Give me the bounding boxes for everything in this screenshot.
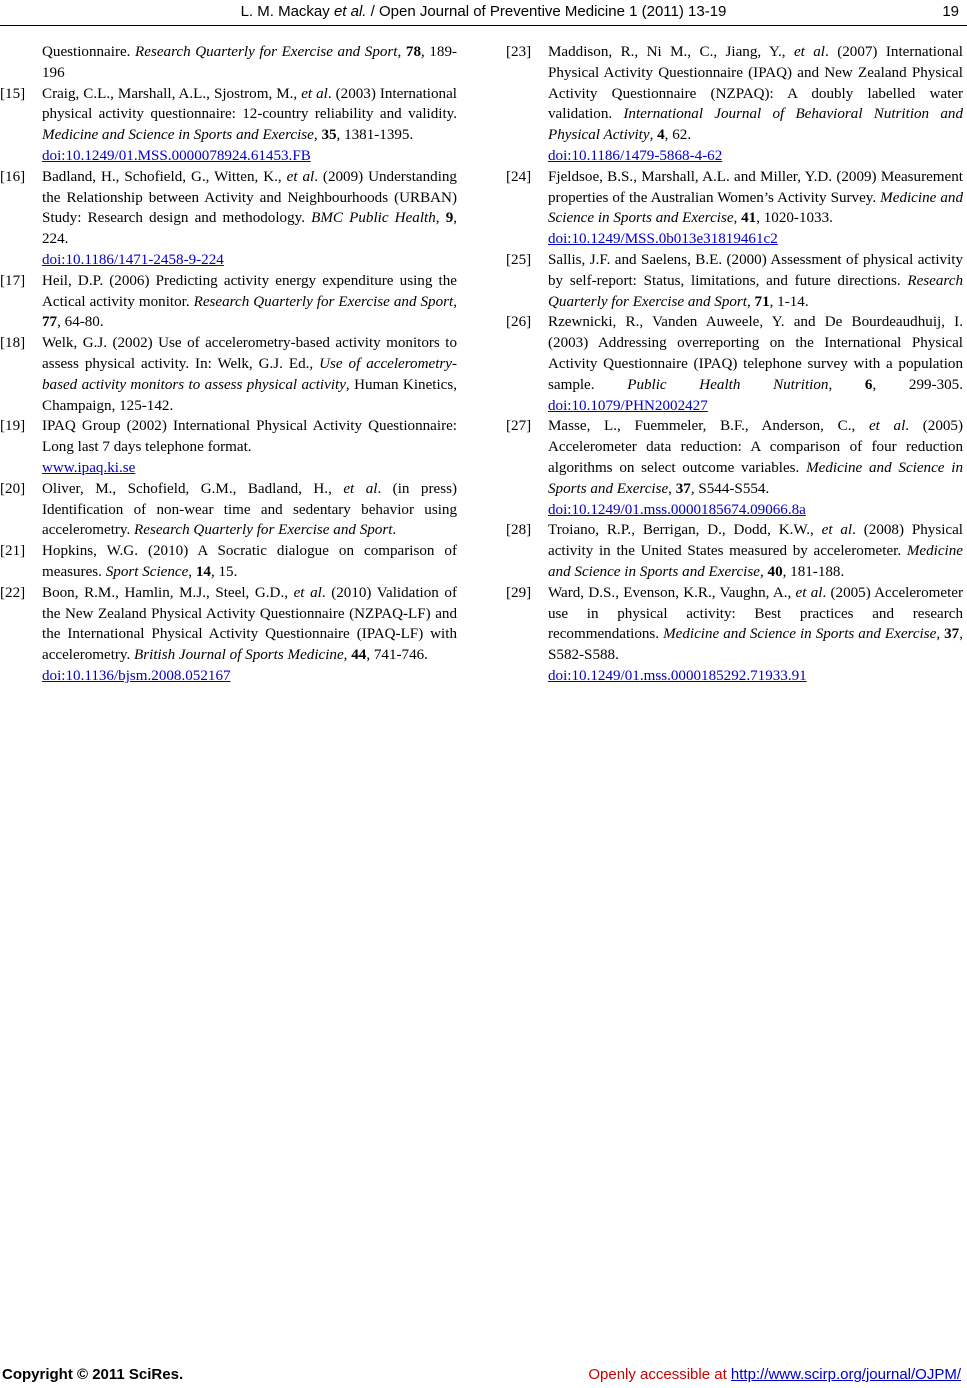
reference-27: [27] Masse, L., Fuemmeler, B.F., Anderson, C., et al. (2005) Accelerometer data reduction: A comparison of four reduction algorithms on select outcome variables. Medicine and Science in Sports and Exercise, 37, S544-S554. doi:10.1249/01.mss.0000185674.09066.8a <box>537 416 963 520</box>
reference-number: [17] <box>0 272 26 289</box>
reference-number: [25] <box>506 251 532 268</box>
web-link[interactable]: www.ipaq.ki.se <box>42 459 136 476</box>
reference-number: [20] <box>0 480 26 497</box>
reference-number: [18] <box>0 335 26 352</box>
reference-number: [21] <box>0 543 26 560</box>
reference-20: [20] Oliver, M., Schofield, G.M., Badland, H., et al. (in press) Identification of non-wear time and sedentary behavior using accelerometry. Research Quarterly for Exercise and Sport. <box>0 480 457 539</box>
running-title: L. M. Mackay et al. / Open Journal of Preventive Medicine 1 (2011) 13-19 <box>240 3 727 20</box>
doi-link[interactable]: doi:10.1249/01.mss.0000185292.71933.91 <box>548 667 807 684</box>
reference-number: [23] <box>506 44 532 60</box>
reference-22: [22] Boon, R.M., Hamlin, M.J., Steel, G.D., et al. (2010) Validation of the New Zealand Physical Activity Questionnaire (NZPAQ-LF) and the International Physical Activity Questionnaire (IPAQ-LF) with accelerometry. British Journal of Sports Medicine, 44, 741-746. doi:10.1136/bjsm.2008.052167 <box>31 583 457 687</box>
reference-21: [21] Hopkins, W.G. (2010) A Socratic dialogue on comparison of measures. Sport Science, 14, 15. <box>0 543 457 580</box>
reference-18: [18] Welk, G.J. (2002) Use of accelerometry-based activity monitors to assess physical activity. In: Welk, G.J. Ed., Use of accelerometry-based activity monitors to assess physical activity, Human Kinetics, Champaign, 125-142. <box>0 335 458 414</box>
reference-number: [27] <box>506 418 532 435</box>
page-footer <box>0 1363 967 1387</box>
doi-link[interactable]: doi:10.1079/PHN2002427 <box>548 397 708 414</box>
right-column <box>506 42 963 687</box>
doi-link[interactable]: doi:10.1186/1479-5868-4-62 <box>548 147 723 164</box>
copyright-notice: Copyright © 2011 SciRes. <box>2 1366 184 1383</box>
reference-23: [23] Maddison, R., Ni M., C., Jiang, Y., et al. (2007) International Physical Activity Questionnaire (IPAQ) and New Zealand Physical Activity Questionnaire (NZPAQ): A doubly labelled water validation. International Journal of Behavioral Nutrition and Physical Activity, 4, 62. doi:10.1186/1479-5868-4-62 <box>537 42 963 167</box>
reference-17: [17] Heil, D.P. (2006) Predicting activity energy expenditure using the Actical activity monitor. Research Quarterly for Exercise and Sport, 77, 64-80. <box>0 272 457 331</box>
doi-link[interactable]: doi:10.1249/01.MSS.0000078924.61453.FB <box>42 147 311 164</box>
reference-28: [28] Troiano, R.P., Berrigan, D., Dodd, K.W., et al. (2008) Physical activity in the United States measured by accelerometer. Medicine and Science in Sports and Exercise, 40, 181-188. <box>506 522 963 580</box>
reference-number: [16] <box>0 168 26 185</box>
reference-number: [26] <box>506 314 532 331</box>
header-rule <box>0 25 967 26</box>
doi-link[interactable]: doi:10.1136/bjsm.2008.052167 <box>42 667 231 684</box>
doi-link[interactable]: doi:10.1249/01.mss.0000185674.09066.8a <box>548 501 806 518</box>
doi-link[interactable]: doi:10.1249/MSS.0b013e31819461c2 <box>548 231 778 248</box>
reference-number: [15] <box>0 85 26 102</box>
reference-26: [26] Rzewnicki, R., Vanden Auweele, Y. and De Bourdeaudhuij, I. (2003) Addressing overreporting on the International Physical Activity Questionnaire (IPAQ) telephone survey with a population sample. Public Health Nutrition, 6, 299-305. doi:10.1079/PHN2002427 <box>506 314 963 414</box>
reference-number: [24] <box>506 168 532 185</box>
doi-link[interactable]: doi:10.1186/1471-2458-9-224 <box>42 251 224 268</box>
reference-continuation: Questionnaire. Research Quarterly for Exercise and Sport, 78, 189-196 <box>42 44 458 81</box>
journal-url-link[interactable]: http://www.scirp.org/journal/OJPM/ <box>730 1366 961 1383</box>
open-access-notice: Openly accessible at http://www.scirp.org/journal/OJPM/ <box>588 1366 961 1383</box>
reference-19: [19] IPAQ Group (2002) International Physical Activity Questionnaire: Long last 7 days telephone format. www.ipaq.ki.se <box>31 416 457 478</box>
reference-25: [25] Sallis, J.F. and Saelens, B.E. (2000) Assessment of physical activity by self-report: Status, limitations, and future directions. Research Quarterly for Exercise and Sport, 71, 1-14. <box>506 251 963 310</box>
reference-number: [29] <box>506 584 532 601</box>
reference-number: [28] <box>506 522 532 539</box>
reference-24: [24] Fjeldsoe, B.S., Marshall, A.L. and Miller, Y.D. (2009) Measurement properties of the Australian Women’s Activity Survey. Medicine and Science in Sports and Exercise, 41, 1020-1033. doi:10.1249/MSS.0b013e31819461c2 <box>537 167 963 250</box>
running-header <box>0 2 967 24</box>
reference-15: [15] Craig, C.L., Marshall, A.L., Sjostrom, M., et al. (2003) International physical activity questionnaire: 12-country reliability and validity. Medicine and Science in Sports and Exercise, 35, 1381-1395. doi:10.1249/01.MSS.0000078924.61453.FB <box>31 84 457 167</box>
page-number: 19 <box>942 3 959 20</box>
reference-16: [16] Badland, H., Schofield, G., Witten, K., et al. (2009) Understanding the Relationship between Activity and Neighbourhoods (URBAN) Study: Research design and methodology. BMC Public Health, 9, 224. doi:10.1186/1471-2458-9-224 <box>31 167 457 271</box>
left-column <box>0 42 458 687</box>
reference-number: [19] <box>0 418 26 435</box>
reference-number: [22] <box>0 584 26 601</box>
reference-29: [29] Ward, D.S., Evenson, K.R., Vaughn, A., et al. (2005) Accelerometer use in physical activity: Best practices and research recommendations. Medicine and Science in Sports and Exercise, 37, S582-S588. doi:10.1249/01.mss.0000185292.71933.91 <box>537 583 963 687</box>
